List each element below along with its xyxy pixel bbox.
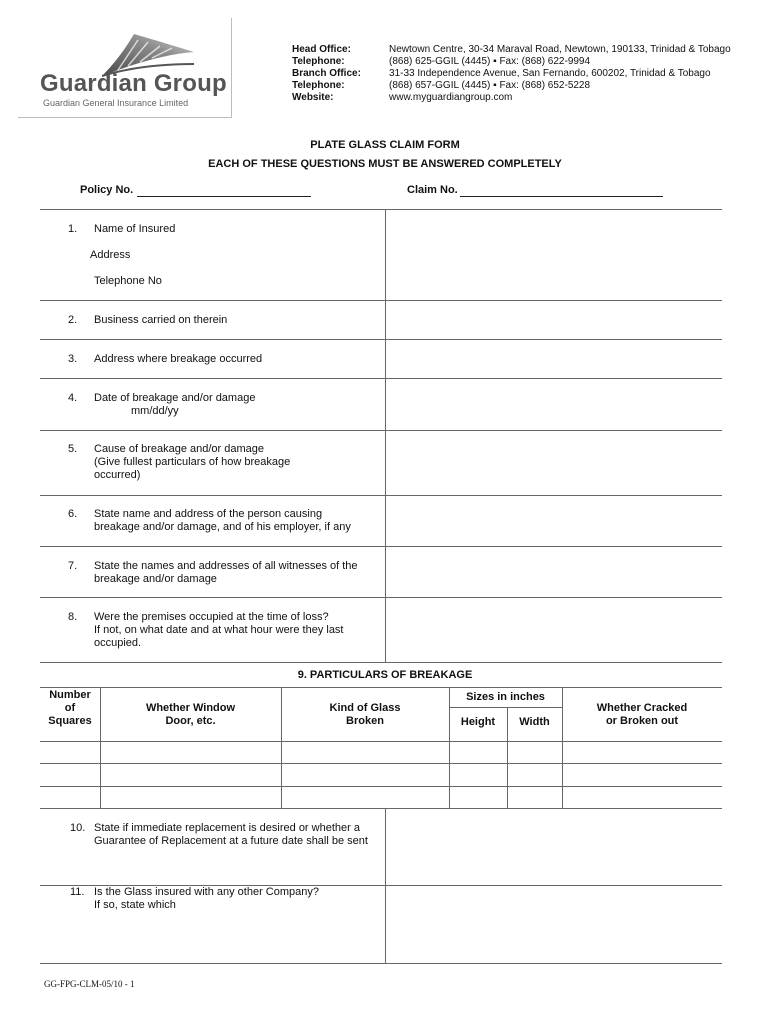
website-label: Website: [292, 92, 334, 103]
col-header-sizes: Sizes in inches [466, 691, 545, 703]
question-5-text: Cause of breakage and/or damage (Give fullest particulars of how breakage occurred) [94, 443, 291, 481]
breakage-section-title: 9. PARTICULARS OF BREAKAGE [297, 669, 473, 681]
question-2-text: Business carried on therein [94, 314, 228, 326]
question-1-text: Name of Insured [94, 223, 176, 235]
telephone-value: (868) 625-GGIL (4445) ▪ Fax: (868) 622-9994 [389, 56, 591, 67]
question-number: 8. [68, 611, 78, 623]
table-cell[interactable] [563, 742, 722, 763]
row-divider [40, 963, 722, 964]
table-cell[interactable] [508, 742, 562, 763]
head-office-value: Newtown Centre, 30-34 Maraval Road, Newtown, 190133, Trinidad & Tobago [389, 44, 731, 55]
branch-telephone-label: Telephone: [292, 80, 345, 91]
business-answer[interactable] [386, 301, 722, 339]
sizes-divider [449, 707, 562, 708]
insured-details-answer[interactable] [386, 210, 722, 300]
col-header-cracked: Whether Cracked or Broken out [596, 702, 688, 727]
question-number: 4. [68, 392, 78, 404]
question-4-text: Date of breakage and/or damage [94, 392, 256, 404]
person-causing-answer[interactable] [386, 496, 722, 546]
policy-number-field[interactable] [137, 196, 311, 197]
address-label: Address [90, 249, 131, 261]
claim-number-field[interactable] [460, 196, 663, 197]
form-code: GG-FPG-CLM-05/10 - 1 [44, 979, 135, 989]
branch-office-value: 31-33 Independence Avenue, San Fernando, 600202, Trinidad & Tobago [389, 68, 711, 79]
form-title: PLATE GLASS CLAIM FORM [310, 139, 460, 151]
company-name: Guardian Group [40, 70, 227, 97]
question-number: 1. [68, 223, 78, 235]
col-header-window: Whether Window Door, etc. [145, 702, 236, 727]
row-divider [40, 662, 722, 663]
date-format-hint: mm/dd/yy [131, 405, 179, 417]
question-number: 10. [70, 822, 86, 834]
table-cell[interactable] [101, 742, 281, 763]
witnesses-answer[interactable] [386, 547, 722, 597]
table-cell[interactable] [450, 742, 507, 763]
question-11-text: Is the Glass insured with any other Company? If so, state which [94, 886, 320, 911]
question-number: 11. [70, 886, 85, 898]
claim-label: Claim No. [407, 184, 458, 196]
col-header-kind: Kind of Glass Broken [329, 702, 401, 727]
question-10-text: State if immediate replacement is desired or whether a Guarantee of Replacement at a future date shall be sent [94, 822, 368, 847]
policy-label: Policy No. [80, 184, 134, 196]
question-number: 2. [68, 314, 78, 326]
website-value: www.myguardiangroup.com [389, 92, 513, 103]
premises-occupied-answer[interactable] [386, 598, 722, 662]
col-header-width: Width [519, 716, 550, 728]
table-cell[interactable] [41, 742, 100, 763]
company-subtitle: Guardian General Insurance Limited [43, 98, 189, 108]
form-subtitle: EACH OF THESE QUESTIONS MUST BE ANSWERED COMPLETELY [208, 158, 562, 170]
table-row-divider [40, 786, 722, 787]
branch-office-label: Branch Office: [292, 68, 361, 79]
table-cell[interactable] [282, 742, 449, 763]
question-7-text: State the names and addresses of all witnesses of the breakage and/or damage [94, 560, 358, 585]
branch-telephone-value: (868) 657-GGIL (4445) ▪ Fax: (868) 652-5228 [389, 80, 591, 91]
telephone-label: Telephone: [292, 56, 345, 67]
replacement-answer[interactable] [386, 809, 722, 885]
head-office-label: Head Office: [292, 44, 351, 55]
question-6-text: State name and address of the person causing breakage and/or damage, and of his employer, if any [94, 508, 351, 533]
telephone-no-label: Telephone No [94, 275, 162, 287]
breakage-address-answer[interactable] [386, 340, 722, 378]
breakage-date-answer[interactable] [386, 379, 722, 430]
cause-answer[interactable] [386, 431, 722, 495]
question-number: 6. [68, 508, 78, 520]
other-insurance-answer[interactable] [386, 886, 722, 963]
question-8-text: Were the premises occupied at the time of loss? If not, on what date and at what hour were they last occupied. [94, 611, 344, 649]
question-number: 3. [68, 353, 78, 365]
table-row-divider [40, 763, 722, 764]
col-header-squares: Number of Squares [48, 689, 92, 727]
question-number: 7. [68, 560, 78, 572]
question-3-text: Address where breakage occurred [94, 353, 263, 365]
table-top-border [40, 687, 722, 688]
question-number: 5. [68, 443, 78, 455]
col-header-height: Height [460, 716, 496, 728]
company-logo [18, 18, 232, 118]
